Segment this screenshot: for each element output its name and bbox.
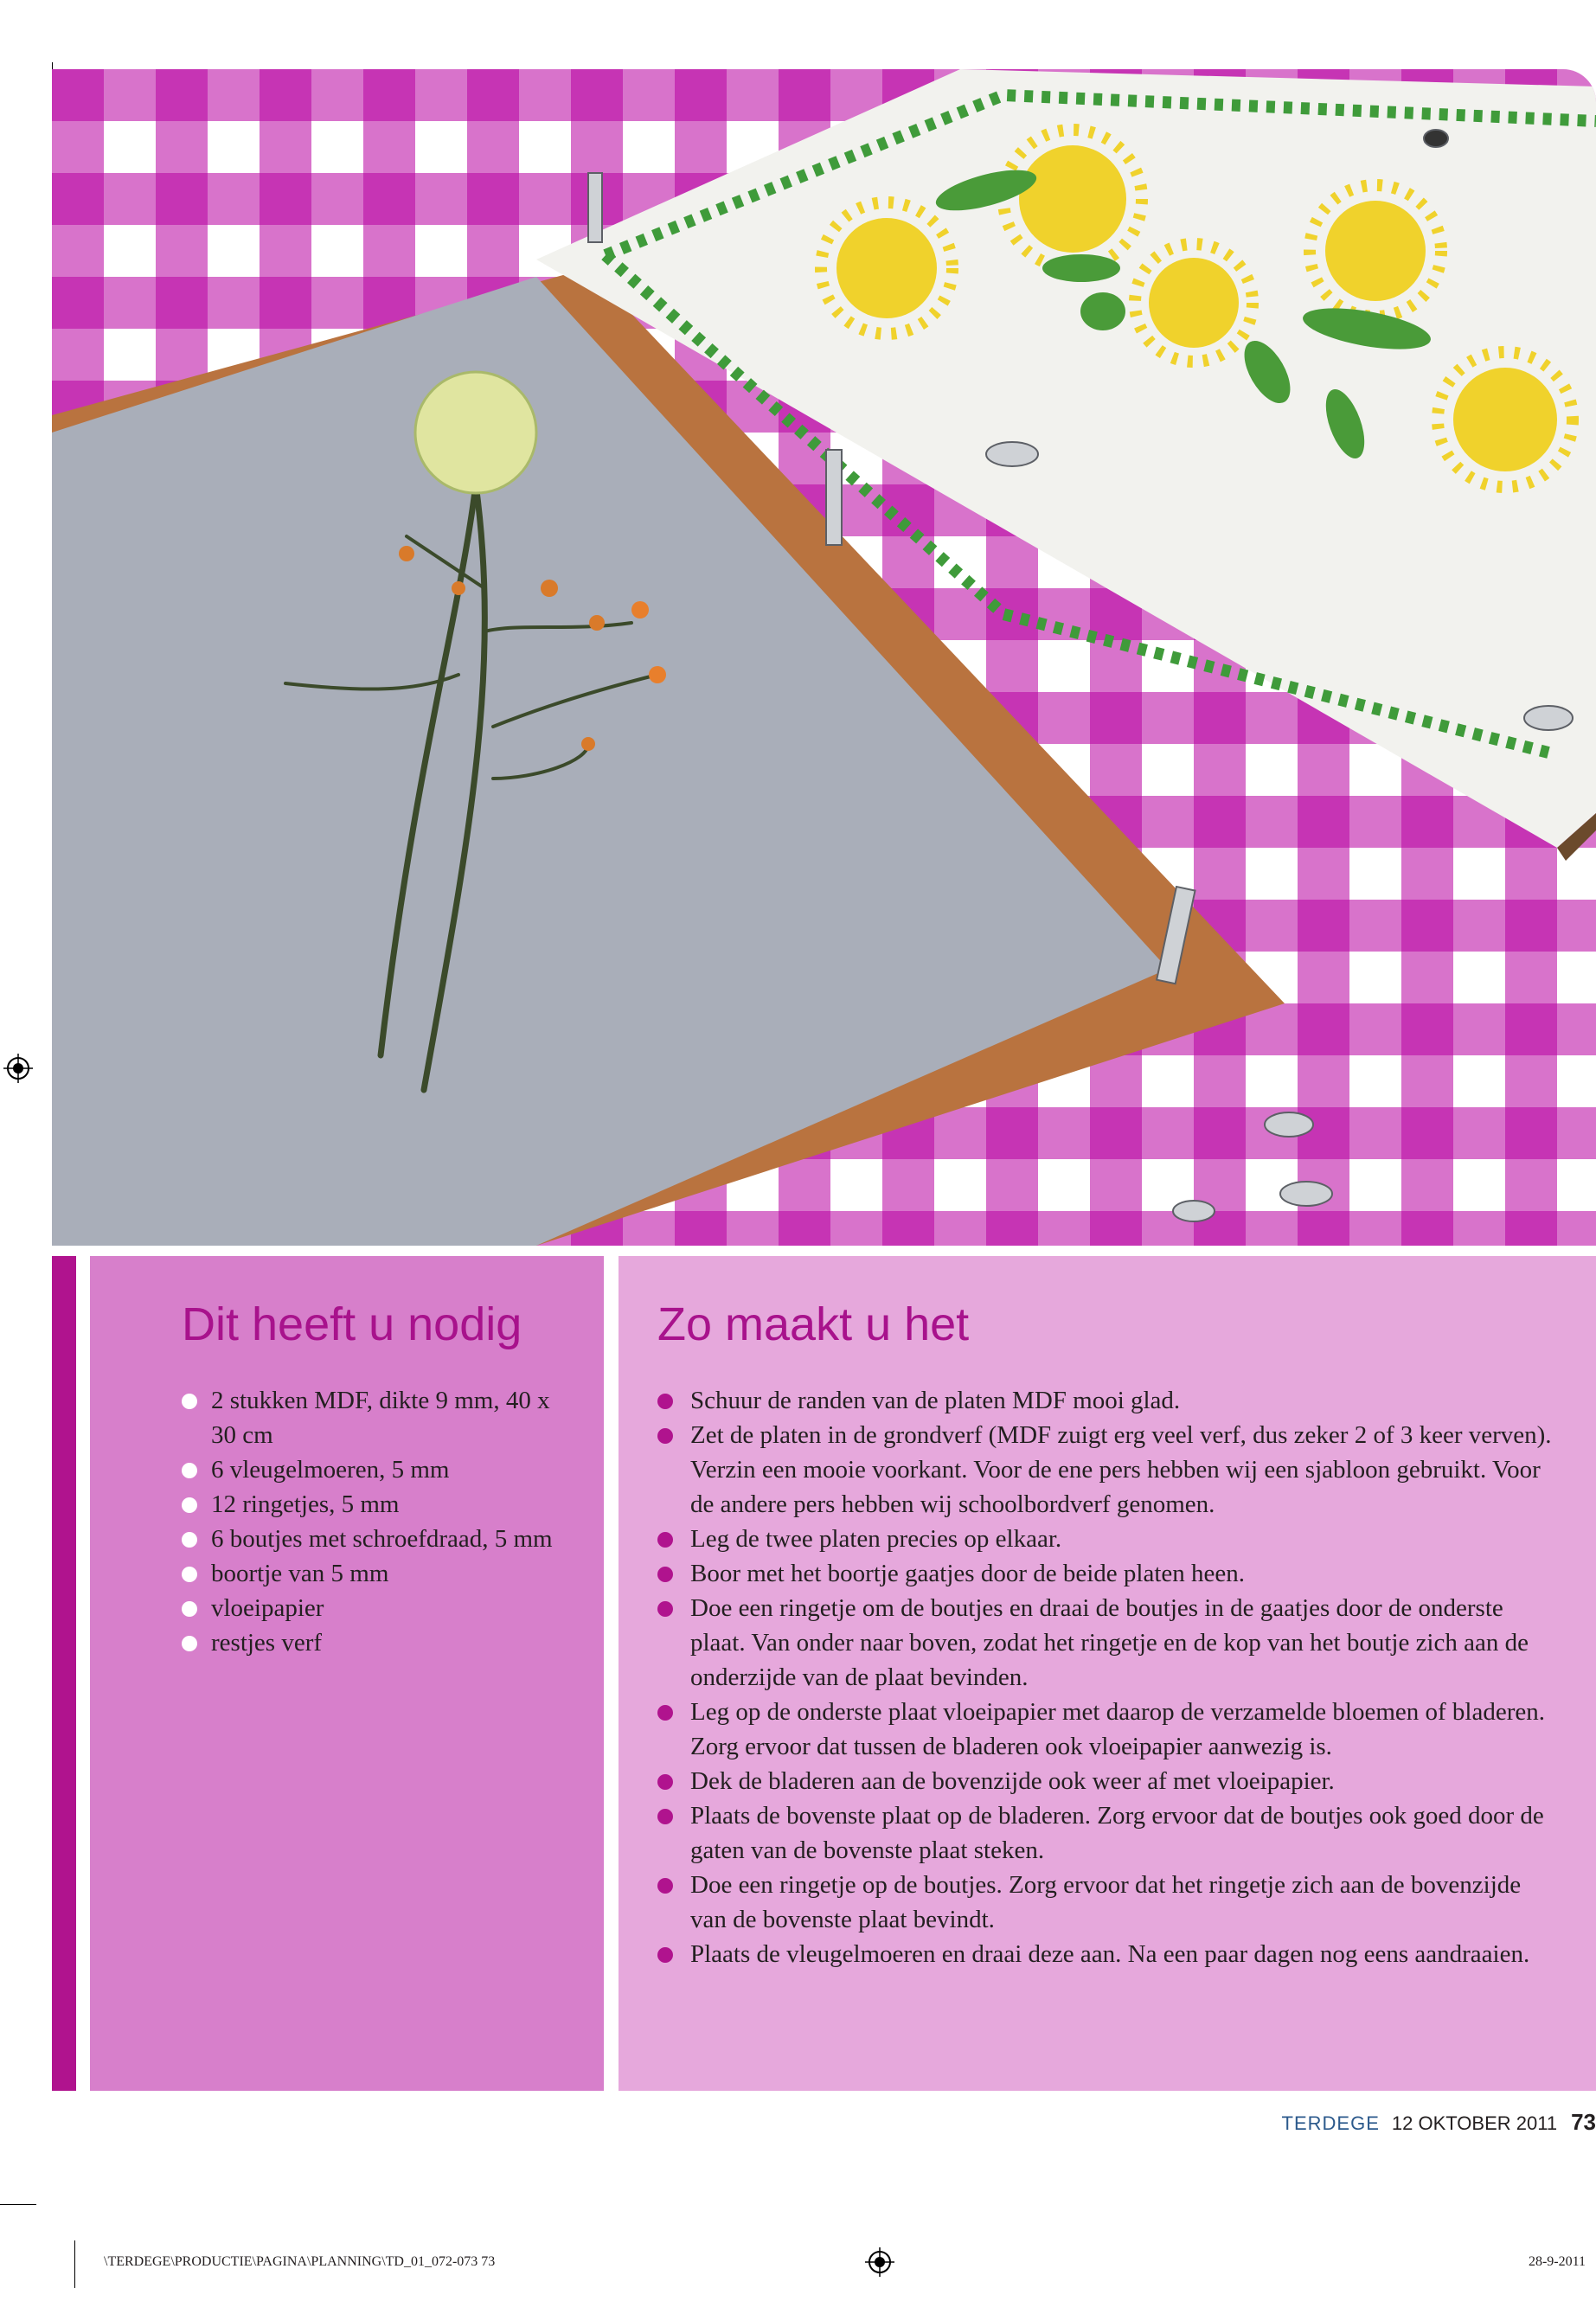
bullet-icon	[657, 1947, 673, 1963]
bullet-icon	[657, 1774, 673, 1790]
bullet-icon	[657, 1532, 673, 1548]
page-folio	[1282, 2109, 1596, 2136]
list-item: Plaats de bovenste plaat op de bladeren. Zorg ervoor dat de boutjes ook goed door de gaten van de bovenste plaat steken.	[657, 1798, 1561, 1868]
magazine-name: TERDEGE	[1281, 2112, 1380, 2134]
list-item: Leg de twee platen precies op elkaar.	[657, 1522, 1561, 1556]
list-item: Leg op de onderste plaat vloeipapier met daarop de verzamelde bloemen of bladeren. Zorg ervoor dat tussen de bladeren ook vloeipapier aanwezig is.	[657, 1695, 1561, 1764]
list-item: vloeipapier	[182, 1591, 569, 1625]
bullet-icon	[182, 1636, 197, 1651]
hero-photo	[52, 69, 1596, 1246]
list-item: 6 boutjes met schroefdraad, 5 mm	[182, 1522, 569, 1556]
page-number: 73	[1571, 2109, 1596, 2135]
crop-mark	[0, 2204, 36, 2205]
flower-press-illustration	[52, 69, 1596, 1246]
needs-box	[90, 1256, 604, 2091]
needs-list	[182, 1383, 569, 1660]
list-item: Schuur de randen van de platen MDF mooi glad.	[657, 1383, 1561, 1418]
list-item: Plaats de vleugelmoeren en draai deze aan. Na een paar dagen nog eens aandraaien.	[657, 1937, 1561, 1971]
bullet-icon	[182, 1497, 197, 1513]
list-item: Doe een ringetje om de boutjes en draai de boutjes in de gaatjes door de onderste plaat. Van onder naar boven, zodat het ringetje en de kop van het boutje zich aan de onderzijde van de plaat bevinden.	[657, 1591, 1561, 1695]
needs-title: Dit heeft u nodig	[182, 1298, 522, 1350]
list-item: restjes verf	[182, 1625, 569, 1660]
list-item: boortje van 5 mm	[182, 1556, 569, 1591]
bullet-icon	[657, 1428, 673, 1444]
list-item: Doe een ringetje op de boutjes. Zorg ervoor dat het ringetje zich aan de bovenzijde van de bovenste plaat bevindt.	[657, 1868, 1561, 1937]
registration-mark-icon	[3, 1054, 33, 1083]
howto-title: Zo maakt u het	[657, 1298, 970, 1350]
list-item: Boor met het boortje gaatjes door de beide platen heen.	[657, 1556, 1561, 1591]
howto-steps	[657, 1383, 1561, 1971]
list-item: 6 vleugelmoeren, 5 mm	[182, 1452, 569, 1487]
list-item: 2 stukken MDF, dikte 9 mm, 40 x 30 cm	[182, 1383, 569, 1452]
bullet-icon	[657, 1394, 673, 1409]
bullet-icon	[182, 1532, 197, 1548]
bullet-icon	[182, 1463, 197, 1478]
bullet-icon	[657, 1878, 673, 1894]
bullet-icon	[657, 1567, 673, 1582]
bullet-icon	[182, 1394, 197, 1409]
accent-bar	[52, 1256, 76, 2091]
bullet-icon	[657, 1705, 673, 1721]
print-slug-path: \TERDEGE\PRODUCTIE\PAGINA\PLANNING\TD_01_072-073 73	[104, 2254, 496, 2269]
howto-box	[619, 1256, 1596, 2091]
list-item: Dek de bladeren aan de bovenzijde ook weer af met vloeipapier.	[657, 1764, 1561, 1798]
bullet-icon	[657, 1601, 673, 1617]
bullet-icon	[657, 1809, 673, 1824]
registration-mark-icon	[865, 2247, 894, 2277]
bullet-icon	[182, 1601, 197, 1617]
crop-mark	[52, 62, 59, 69]
list-item: Zet de platen in de grondverf (MDF zuigt erg veel verf, dus zeker 2 of 3 keer verven). Verzin een mooie voorkant. Voor de ene pers hebben wij een sjabloon gebruikt. Voor de andere pers hebben wij schoolbordverf genomen.	[657, 1418, 1561, 1522]
list-item: 12 ringetjes, 5 mm	[182, 1487, 569, 1522]
print-slug-date: 28-9-2011	[1528, 2254, 1586, 2269]
crop-mark	[74, 2240, 75, 2288]
issue-date: 12 OKTOBER 2011	[1391, 2112, 1558, 2134]
bullet-icon	[182, 1567, 197, 1582]
